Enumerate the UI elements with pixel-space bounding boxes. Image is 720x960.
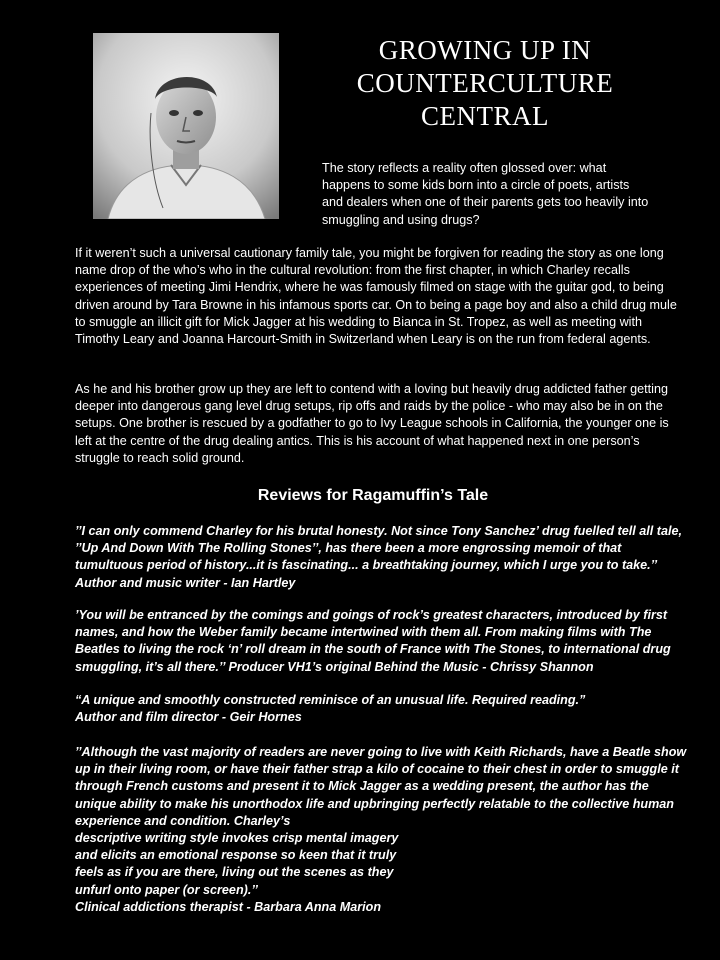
body-paragraph: If it weren’t such a universal cautionary family tale, you might be forgiven for reading the story as one long name drop of the who’s who in the cultural revolution: from the first chapter, in which Charley recalls experiences of meeting Jimi Hendrix, where he was famously filmed on stage with the guitar god, to being driven around by Tara Browne in his infamous sports car. On to being a page boy and also a child drug mule to smuggle an illicit gift for Mick Jagger at his wedding to Bianca in St. Tropez, as well as meeting with Timothy Leary and Joanna Harcourt-Smith in Switzerland when Leary is on the run from federal agents. [75,246,677,347]
reviews-heading: Reviews for Ragamuffin’s Tale [257,487,489,504]
review-item [75,692,687,726]
review-quote-line: and elicits an emotional response so keen that it truly [75,848,397,863]
review-item [75,523,687,592]
review-attribution: Author and music writer - Ian Hartley [75,575,296,590]
title-line: CENTRAL [421,101,549,131]
review-quote: ’’Although the vast majority of readers are never going to live with Keith Richards, have a Beatle show up in their living room, or have their father strap a kilo of cocaine to their chest in order to smuggle it through French customs and present it to Mick Jagger as a wedding present, the author has the unique ability to make his unorthodox life and upbringing perfectly relatable to the collective human experience and condition. Charley’s [75,745,687,828]
review-attribution: Clinical addictions therapist - Barbara Anna Marion [75,899,382,914]
review-quote-line: feels as if you are there, living out the scenes as they [75,865,394,880]
review-attribution: Author and film director - Geir Hornes [75,710,302,725]
review-quote: “A unique and smoothly constructed reminisce of an unusual life. Required reading.” [75,693,586,707]
body-paragraph: As he and his brother grow up they are left to contend with a loving but heavily drug addicted father getting deeper into dangerous gang level drug setups, rip offs and raids by the police - who may also be in on the setups. One brother is rescued by a godfather to go to Ivy League schools in California, the younger one is left at the centre of the drug dealing antics. This is his account of what happened next in one person’s struggle to reach solid ground. [75,382,669,465]
review-quote-line: descriptive writing style invokes crisp mental imagery [75,831,399,846]
author-photo [93,33,279,219]
review-item [75,607,687,676]
review-quote-line: unfurl onto paper (or screen).’’ [75,882,258,897]
page-title [330,34,640,133]
review-quote: ’You will be entranced by the comings and goings of rock’s greatest characters, introduced by first names, and how the Weber family became intertwined with them all. From making films with The Beatles to living the rock ‘n’ roll dream in the south of France with The Stones, to international drug smuggling, it’s all there.’’ Producer VH1’s original Behind the Music - Chrissy Shannon [75,608,671,674]
review-quote: ’’I can only commend Charley for his brutal honesty. Not since Tony Sanchez’ drug fuelled tell all tale, ’’Up And Down With The Rolling Stones’’, has there been a more engrossing memoir of that tumultuous period of history...it is fascinating... a breathtaking journey, which I urge you to take.’’ [75,524,682,573]
intro-paragraph: The story reflects a reality often glossed over: what happens to some kids born into a circle of poets, artists and dealers when one of their parents gets too heavily into smuggling and using drugs? [322,161,649,227]
author-portrait-icon [93,33,279,219]
review-item [75,744,687,916]
title-line: GROWING UP IN [378,35,592,65]
title-line: COUNTERCULTURE [356,68,614,98]
